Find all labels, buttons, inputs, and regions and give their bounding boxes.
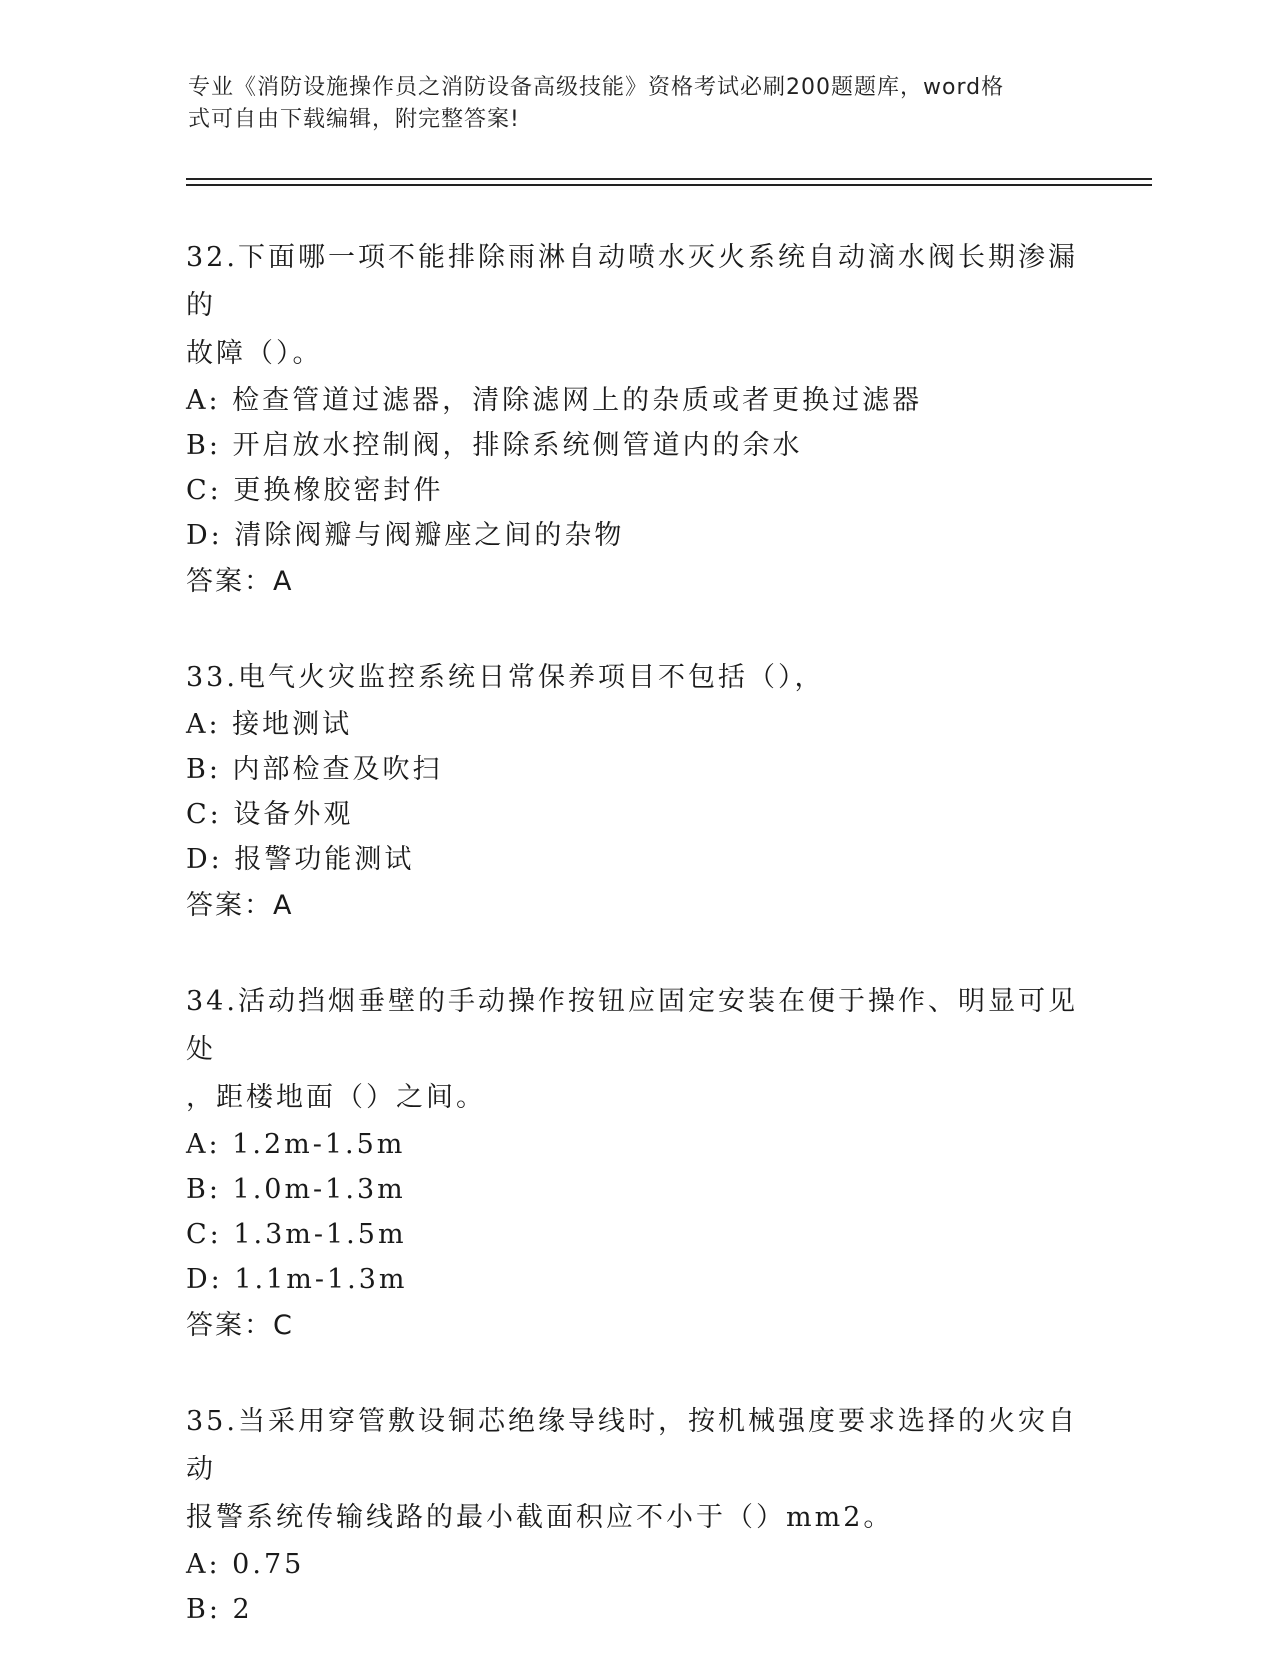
question-text-line: ，距楼地面（）之间。 [186, 1082, 486, 1113]
question-33 [186, 654, 1086, 930]
header-line-2: 式可自由下载编辑，附完整答案! [188, 107, 520, 132]
question-list [186, 234, 1086, 1680]
question-34 [186, 978, 1086, 1350]
answer: 答案：A [186, 566, 294, 597]
question-text-line: 35.当采用穿管敷设铜芯绝缘导线时，按机械强度要求选择的火灾自动 [186, 1406, 1078, 1485]
option-b: B: 开启放水控制阀，排除系统侧管道内的余水 [186, 430, 803, 461]
question-text [186, 978, 1086, 1122]
question-text-line: 34.活动挡烟垂壁的手动操作按钮应固定安装在便于操作、明显可见处 [186, 986, 1078, 1065]
option-c: C: 更换橡胶密封件 [186, 475, 444, 506]
option-a: A: 1.2m-1.5m [186, 1129, 406, 1160]
option-a: A: 0.75 [186, 1549, 305, 1580]
option-a: A: 检查管道过滤器，清除滤网上的杂质或者更换过滤器 [186, 385, 923, 416]
option-b: B: 内部检查及吹扫 [186, 754, 443, 785]
option-b: B: 1.0m-1.3m [186, 1174, 406, 1205]
option-c: C: 设备外观 [186, 799, 354, 830]
question-text [186, 234, 1086, 378]
question-text [186, 1398, 1086, 1542]
question-35 [186, 1398, 1086, 1632]
option-d: D: 清除阀瓣与阀瓣座之间的杂物 [186, 520, 625, 551]
document-header [188, 72, 1068, 136]
question-text [186, 654, 1086, 702]
question-text-line: 故障（）。 [186, 338, 323, 369]
header-divider-top [186, 178, 1152, 180]
answer: 答案：A [186, 890, 294, 921]
answer: 答案：C [186, 1310, 294, 1341]
option-b: B: 2 [186, 1594, 253, 1625]
question-32 [186, 234, 1086, 606]
option-c: C: 1.3m-1.5m [186, 1219, 407, 1250]
option-d: D: 报警功能测试 [186, 844, 415, 875]
option-a: A: 接地测试 [186, 709, 353, 740]
header-divider-bottom [186, 184, 1152, 186]
question-text-line: 32.下面哪一项不能排除雨淋自动喷水灭火系统自动滴水阀长期渗漏的 [186, 242, 1078, 321]
question-text-line: 33.电气火灾监控系统日常保养项目不包括（）， [186, 662, 825, 693]
question-text-line: 报警系统传输线路的最小截面积应不小于（）mm2。 [186, 1502, 894, 1533]
option-d: D: 1.1m-1.3m [186, 1264, 408, 1295]
header-line-1: 专业《消防设施操作员之消防设备高级技能》资格考试必刷200题题库，word格 [188, 75, 1005, 100]
